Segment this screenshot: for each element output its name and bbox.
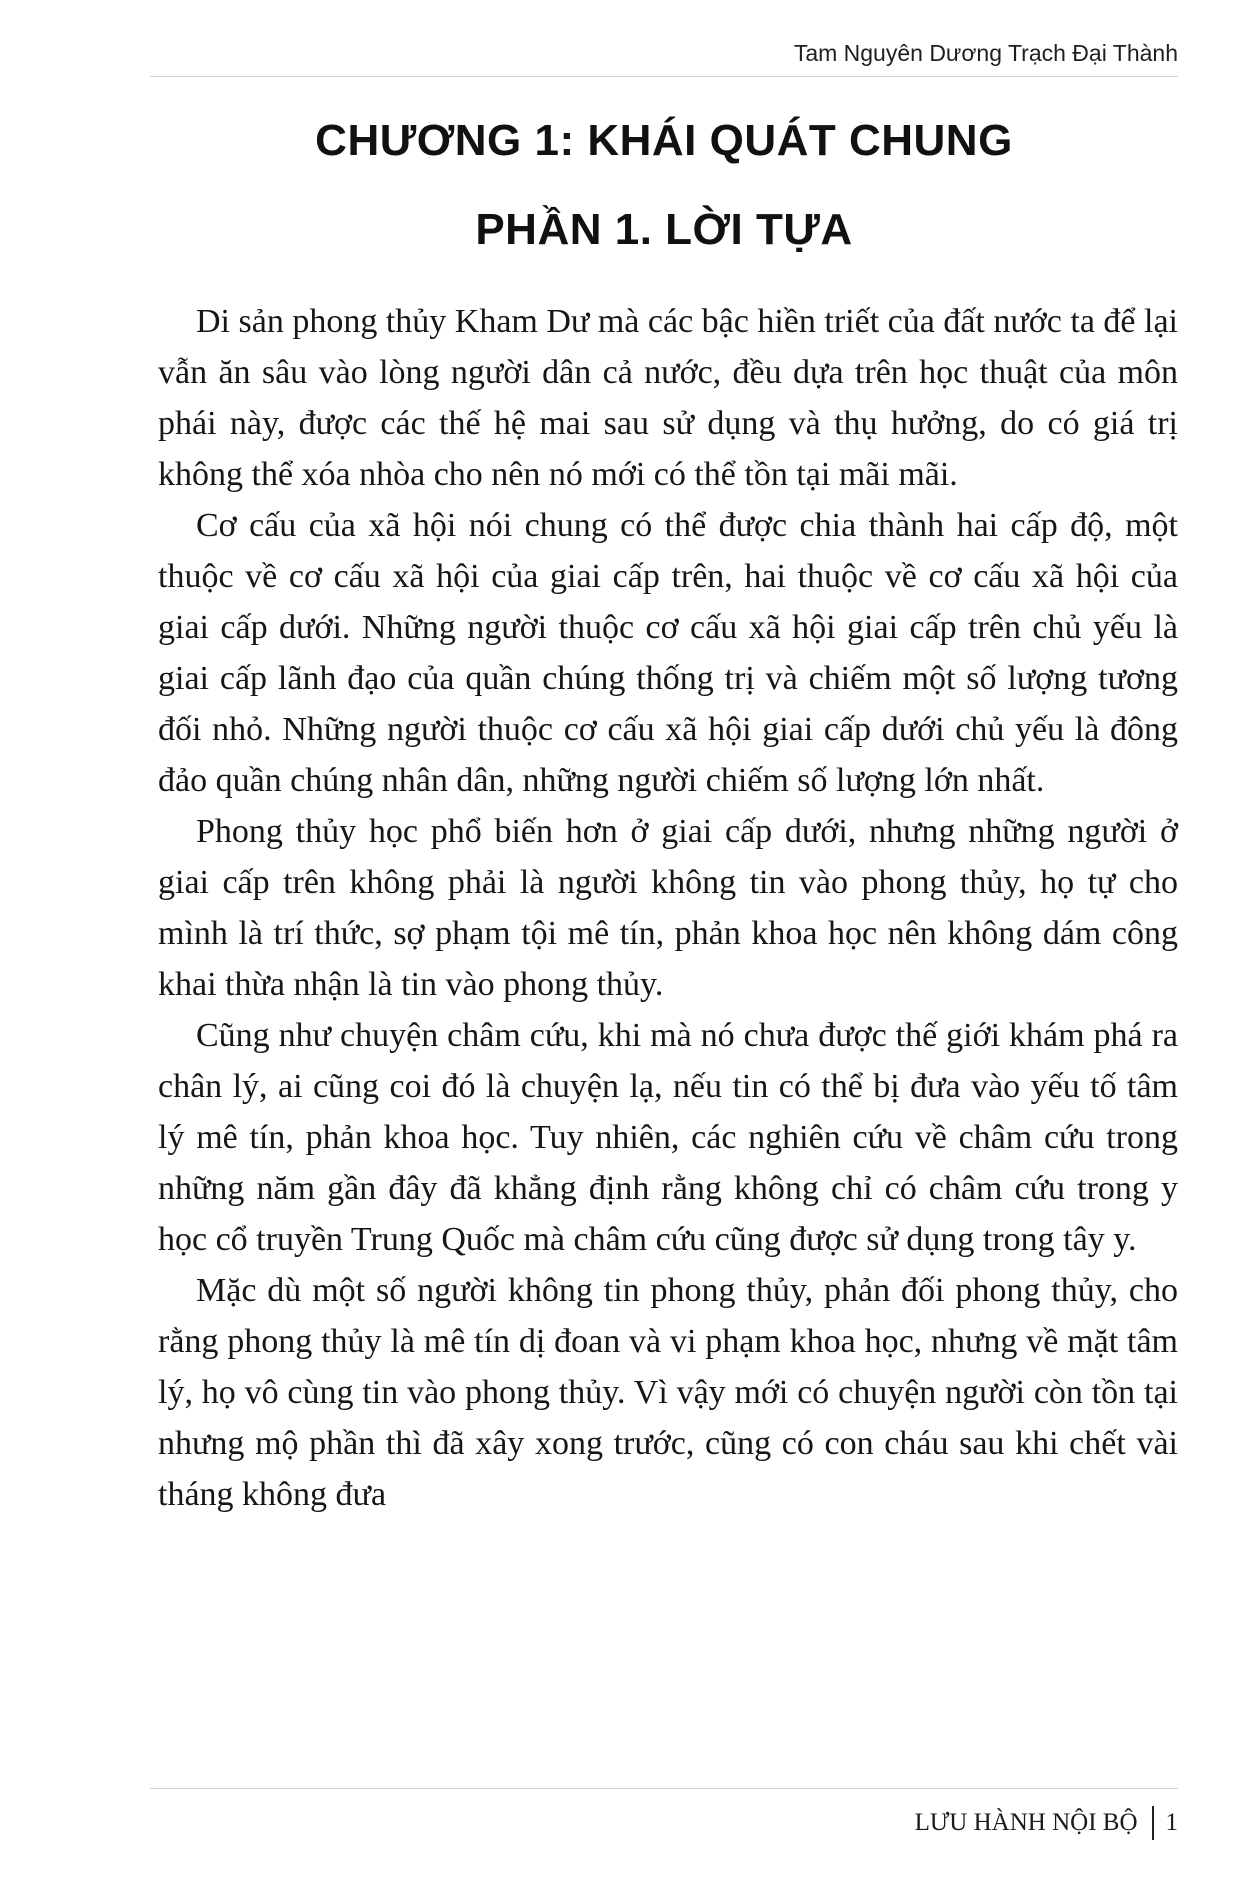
footer-divider: [150, 1788, 1178, 1789]
chapter-title: CHƯƠNG 1: KHÁI QUÁT CHUNG: [315, 116, 1013, 165]
paragraph-4: Cũng như chuyện châm cứu, khi mà nó chưa được thế giới khám phá ra chân lý, ai cũng coi đó là chuyện lạ, nếu tin có thể bị đưa vào yếu tố tâm lý mê tín, phản khoa học. Tuy nhiên, các nghiên cứu về châm cứu trong những năm gần đây đã khẳng định rằng không chỉ có châm cứu trong y học cổ truyền Trung Quốc mà châm cứu cũng được sử dụng trong tây y.: [158, 1017, 1178, 1258]
paragraph-1: Di sản phong thủy Kham Dư mà các bậc hiền triết của đất nước ta để lại vẫn ăn sâu vào lòng người dân cả nước, đều dựa trên học thuật của môn phái này, được các thế hệ mai sau sử dụng và thụ hưởng, do có giá trị không thể xóa nhòa cho nên nó mới có thể tồn tại mãi mãi.: [158, 303, 1178, 493]
header-divider: [150, 76, 1178, 77]
body-text: [158, 296, 1178, 1520]
paragraph-2: Cơ cấu của xã hội nói chung có thể được chia thành hai cấp độ, một thuộc về cơ cấu xã hội của giai cấp trên, hai thuộc về cơ cấu xã hội của giai cấp dưới. Những người thuộc cơ cấu xã hội giai cấp trên chủ yếu là giai cấp lãnh đạo của quần chúng thống trị và chiếm một số lượng tương đối nhỏ. Những người thuộc cơ cấu xã hội giai cấp dưới chủ yếu là đông đảo quần chúng nhân dân, những người chiếm số lượng lớn nhất.: [158, 507, 1178, 799]
page-footer: [915, 1806, 1178, 1840]
paragraph-5: Mặc dù một số người không tin phong thủy, phản đối phong thủy, cho rằng phong thủy là mê tín dị đoan và vi phạm khoa học, nhưng về mặt tâm lý, họ vô cùng tin vào phong thủy. Vì vậy mới có chuyện người còn tồn tại nhưng mộ phần thì đã xây xong trước, cũng có con cháu sau khi chết vài tháng không đưa: [158, 1272, 1178, 1513]
section-title: PHẦN 1. LỜI TỰA: [475, 205, 853, 254]
page-number: 1: [1165, 1809, 1178, 1836]
paragraph-3: Phong thủy học phổ biến hơn ở giai cấp dưới, nhưng những người ở giai cấp trên không phải là người không tin vào phong thủy, họ tự cho mình là trí thức, sợ phạm tội mê tín, phản khoa học nên không dám công khai thừa nhận là tin vào phong thủy.: [158, 813, 1178, 1003]
footer-label: LƯU HÀNH NỘI BỘ: [914, 1809, 1138, 1836]
footer-separator: [1152, 1806, 1154, 1840]
running-header: Tam Nguyên Dương Trạch Đại Thành: [793, 40, 1178, 66]
